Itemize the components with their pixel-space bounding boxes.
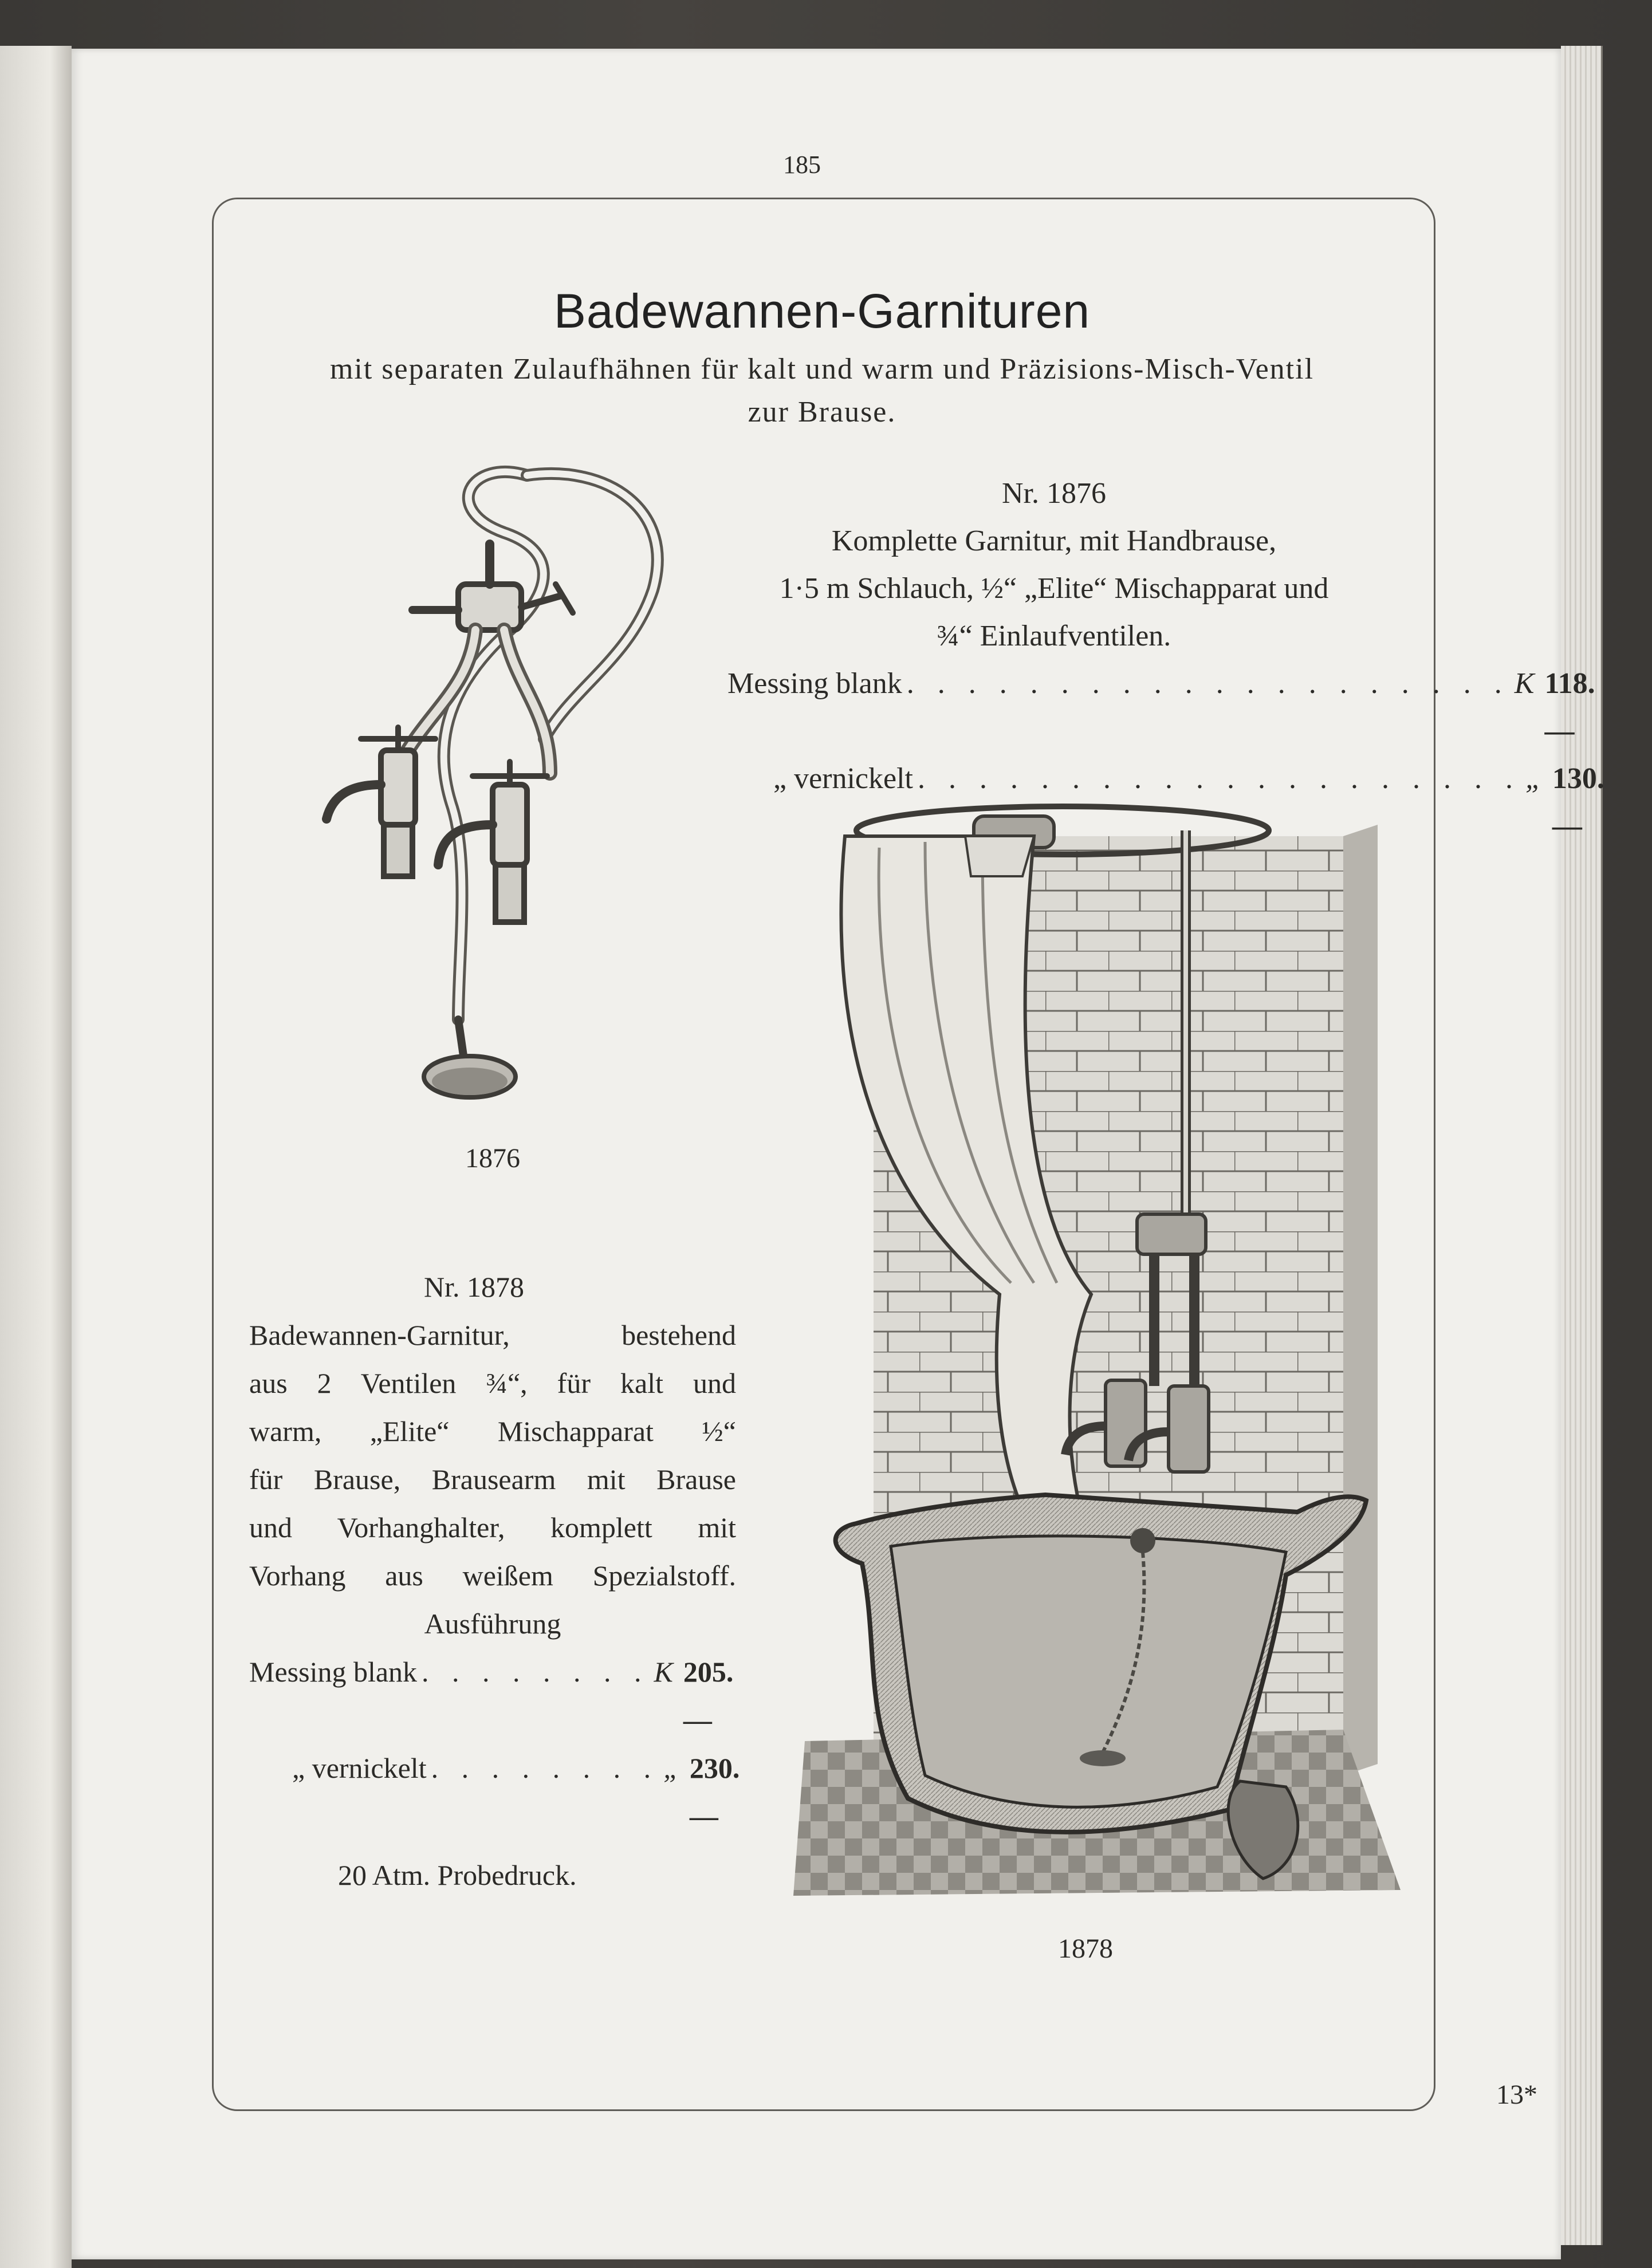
product-1876-desc-line1: Komplette Garnitur, mit Handbrause, [831, 525, 1277, 557]
price-label: Messing blank [727, 667, 902, 700]
price-leader-dots: . . . . . . . . [431, 1752, 659, 1784]
previous-page-edge [0, 46, 72, 2268]
product-1878-price-nickel [249, 1744, 740, 1840]
product-1878-description [249, 1263, 740, 1840]
price-leader-dots: . . . . . . . . . . . . . . . . . . . . [906, 667, 1510, 700]
product-1876-price-brass [716, 660, 1595, 755]
product-1878-execution-heading: Ausführung [424, 1608, 561, 1640]
price-label: Messing blank [249, 1656, 418, 1688]
price-leader-dots: . . . . . . . . . . . . . . . . . . . . [917, 762, 1521, 795]
product-1876-number: Nr. 1876 [1002, 477, 1106, 510]
price-currency: „ [1525, 762, 1542, 795]
bathtub-shower-illustration [793, 790, 1429, 1901]
price-label: „ vernickelt [292, 1752, 427, 1784]
faucet-set-illustration [286, 441, 722, 1145]
price-value: 130.— [1552, 762, 1604, 842]
price-label: „ vernickelt [773, 762, 913, 795]
price-value: 230.— [689, 1752, 740, 1832]
product-1878-desc-line: Badewannen-Garnitur, bestehend [249, 1319, 736, 1351]
product-1878-desc-line: warm, „Elite“ Mischapparat ½“ [249, 1415, 736, 1447]
product-1876-desc-line2: 1·5 m Schlauch, ½“ „Elite“ Mischapparat und [779, 572, 1329, 605]
page-stack-edge [1561, 46, 1603, 2245]
product-1878-desc-line: aus 2 Ventilen ¾“, für kalt und [249, 1367, 736, 1399]
figure-1876-caption: 1876 [465, 1143, 520, 1174]
page-subtitle-line1: mit separaten Zulaufhähnen für kalt und warm und Präzisions-Misch-Ventil [329, 353, 1315, 385]
price-value: 118.— [1544, 667, 1595, 747]
page-title: Badewannen-Garnituren [553, 284, 1091, 338]
product-1878-desc-line: Vorhang aus weißem Spezialstoff. [249, 1560, 736, 1592]
product-1878-desc-line: und Vorhanghalter, komplett mit [249, 1511, 736, 1544]
price-value: 205.— [683, 1656, 734, 1736]
product-1878-desc-line: für Brause, Brausearm mit Brause [249, 1463, 736, 1495]
page-number: 185 [783, 151, 821, 179]
product-1878-price-brass [249, 1648, 736, 1744]
price-currency: K [654, 1656, 673, 1688]
price-currency: „ [663, 1752, 679, 1784]
page-subtitle-line2: zur Brause. [748, 396, 896, 428]
product-1876-desc-line3: ¾“ Einlaufventilen. [937, 620, 1171, 652]
price-currency: K [1514, 667, 1535, 700]
test-pressure-note: 20 Atm. Probedruck. [338, 1859, 577, 1891]
figure-1878-caption: 1878 [1058, 1934, 1113, 1964]
price-leader-dots: . . . . . . . . [422, 1656, 650, 1688]
signature-mark: 13* [1496, 2080, 1537, 2110]
product-1878-number: Nr. 1878 [424, 1271, 524, 1303]
